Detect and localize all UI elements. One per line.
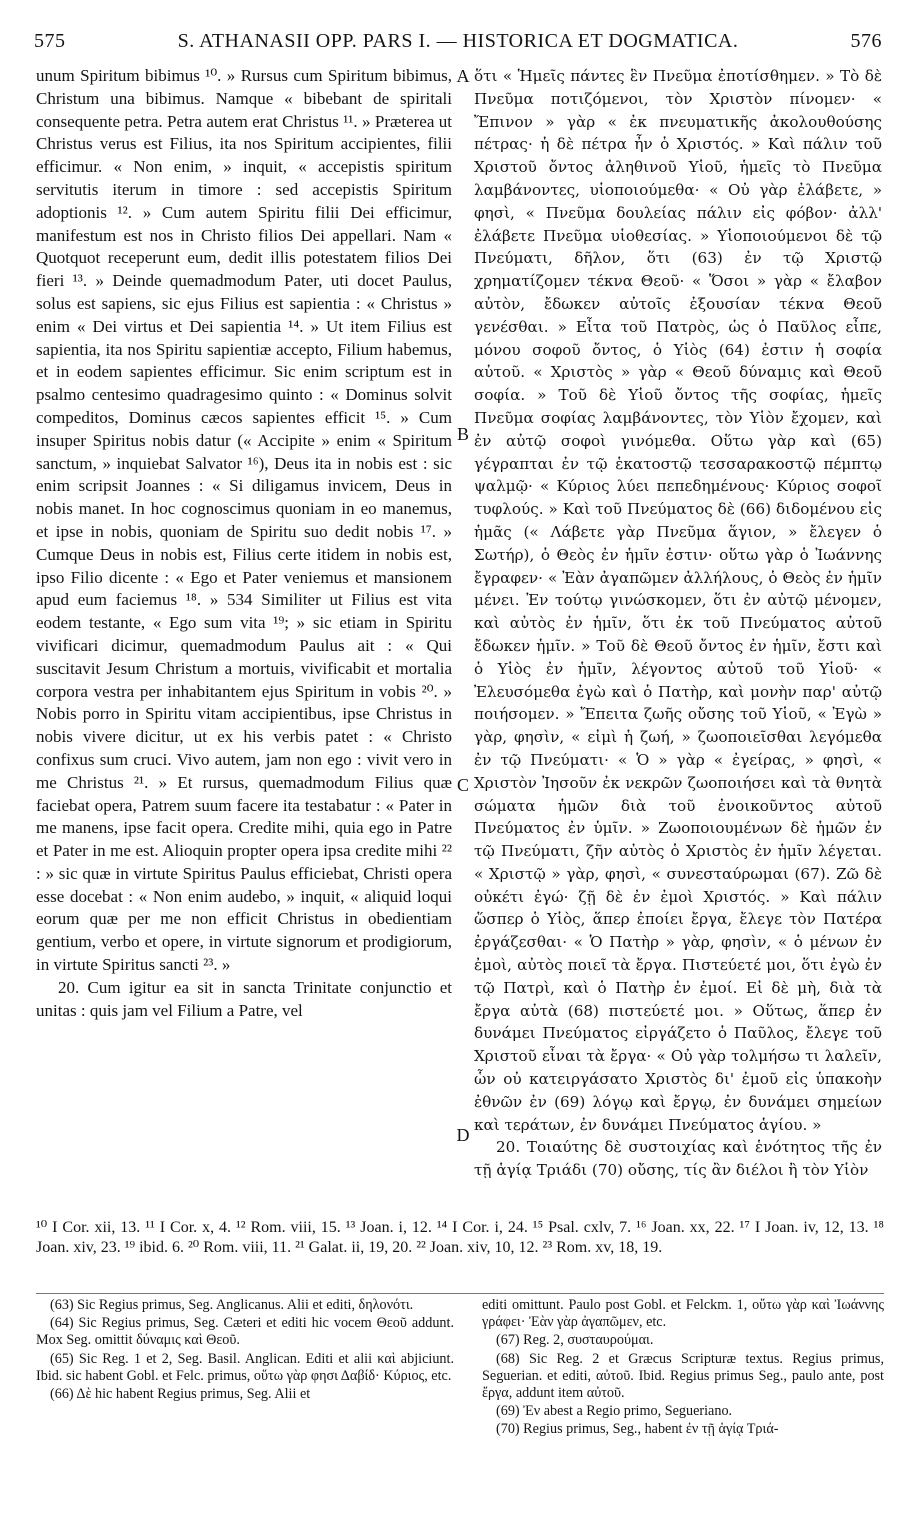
footnote: (64) Sic Regius primus, Seg. Cæteri et editi hic vocem Θεοῦ addunt. Mox Seg. omittit δύναμις καὶ Θεοῦ. bbox=[36, 1315, 454, 1349]
footnote: (67) Reg. 2, συσταυρούμαι. bbox=[496, 1332, 654, 1349]
latin-column bbox=[36, 65, 452, 1215]
footnote: (68) Sic Reg. 2 et Græcus Scripturæ textus. Regius primus, Seguerian. et editi, αὐτοῦ. Ibid. Regius primus Seg., paulo ante, post ἔργα, addunt item αὐτοῦ. bbox=[482, 1350, 884, 1402]
latin-paragraph: 20. Cum igitur ea sit in sancta Trinitate conjunctio et unitas : quis jam vel Filium a Patre, vel bbox=[36, 977, 452, 1020]
greek-column bbox=[474, 65, 882, 1215]
footnote: (65) Sic Reg. 1 et 2, Seg. Basil. Anglican. Editi et alii καὶ abjiciunt. Ibid. sic habent Gobl. et Felc. primus, οὕτω γὰρ φησι Δαβίδ· Κύριος, etc. bbox=[36, 1350, 454, 1384]
footnotes-right bbox=[482, 1297, 884, 1440]
footnote-divider bbox=[36, 1293, 884, 1294]
running-title: S. ATHANASII OPP. PARS I. — HISTORICA ET DOGMATICA. bbox=[177, 30, 739, 52]
latin-paragraph: unum Spiritum bibimus ¹⁰. » Rursus cum Spiritum bibimus, Christum una bibimus. Namque « bibebant de spiritali consequente petra. Petra autem erat Christus ¹¹. » Præterea ut Christus verus est Filius, ita nos Spiritum accipientes, filii efficimur. « Non enim, » inquit, « accepistis spiritum servitutis iterum in timore : sed accepistis Spiritum adoptionis ¹². » Cum autem Spiritu filii Dei efficimur, manifestum est nos in Christo filios Dei appellari. Nam « Quotquot receperunt eum, dedit illis potestatem filios Dei fieri ¹³. » Deinde quemadmodum Pater, uti docet Paulus, solus est sapiens, sic ejus Filius est sapientia : « Christus » enim « Dei virtus et Dei sapientia ¹⁴. » Ut item Filius est sapientia, ita nos Spiritu sapientiæ accepto, Filium habemus, et in eodem sapientes efficimur. Sic enim scriptum est in psalmo centesimo quadragesimo quinto : « Dominus solvit compeditos, Dominus cæcos sapientes efficit ¹⁵. » Cum insuper Spiritus nobis datur (« Accipite » enim « Spiritum sanctum, » inquiebat Salvator ¹⁶), Deus ita in nobis est : sic enim scripsit Joannes : « Si diligamus invicem, Deus in nobis manet. In hoc cognoscimus quoniam in eo manemus, et ipse in nobis, quoniam de Spiritu suo dedit nobis ¹⁷. » Cumque Deus in nobis est, Filius certe itidem in nobis est, ipso Filio dicente : « Ego et Pater veniemus et mansionem apud eum faciemus ¹⁸. » 534 Similiter ut Filius est vita eodem testante, « Ego sum vita ¹⁹; » sic etiam in Spiritu vivificari dicimur, quemadmodum Paulus ait : « Qui suscitavit Jesum Christum a mortuis, vivificabit et mortalia corpora vestra per inhabitantem ejus Spiritum in vobis ²⁰. » Nobis porro in Spiritu vitam accipientibus, ipse Christus in nobis vivere dicitur, ut ex his verbis patet : « Christo confixus sum cruci. Vivo autem, jam non ego : vivit vero in me Christus ²¹. » Et rursus, quemadmodum Filius quæ faciebat opera, Patrem suum facere ita testabatur : « Pater in me manens, ipse facit opera. Credite mihi, quia ego in Patre et Pater in me est. Alioquin propter opera ipsa credite mihi ²² : » sic quæ in virtute Spiritus Paulus efficiebat, Christi opera esse docebat : « Non enim audebo, » inquit, « aliquid loqui eorum quæ per me non efficit Christus in obedientiam gentium, verbo et opere, in virtute signorum et prodigiorum, in virtute Spiritus sancti ²³. » bbox=[36, 66, 452, 975]
footnote: (70) Regius primus, Seg., habent ἐν τῇ ἁγίᾳ Τριά- bbox=[496, 1421, 779, 1438]
greek-paragraph: 20. Τοιαύτης δὲ συστοιχίας καὶ ἑνότητος τῆς ἐν τῇ ἁγίᾳ Τριάδι (70) οὔσης, τίς ἂν διέλοι ἢ τὸν Υἱὸν bbox=[474, 1138, 882, 1180]
greek-paragraph: ὅτι « Ἡμεῖς πάντες ἓν Πνεῦμα ἐποτίσθημεν. » Τὸ δὲ Πνεῦμα ποτιζόμενοι, τὸν Χριστὸν πίνομεν· « Ἔπινον » γὰρ « ἐκ πνευματικῆς ἀκολουθούσης πέτρας· ἡ δὲ πέτρα ἦν ὁ Χριστός. » Καὶ πάλιν τοῦ Χριστοῦ ὄντος ἀληθινοῦ Υἱοῦ, ἡμεῖς τὸ Πνεῦμα λαμβάνοντες, υἱοποιούμεθα· « Οὐ γὰρ ἐλάβετε, » φησὶ, « Πνεῦμα δουλείας πάλιν εἰς φόβον· ἀλλ' ἐλάβετε Πνεῦμα υἱοθεσίας. » Υἱοποιούμενοι δὲ τῷ Πνεύματι, δῆλον, ὅτι (63) ἐν τῷ Χριστῷ χρηματίζομεν τέκνα Θεοῦ· « Ὅσοι » γὰρ « ἔλαβον αὐτὸν, ἔδωκεν αὐτοῖς ἐξουσίαν τέκνα Θεοῦ γενέσθαι. » Εἶτα τοῦ Πατρὸς, ὡς ὁ Παῦλος εἶπε, μόνου σοφοῦ ὄντος, ὁ Υἱὸς (64) ἐστιν ἡ σοφία αὐτοῦ. « Χριστὸς » γὰρ « Θεοῦ δύναμις καὶ Θεοῦ σοφία. » Τοῦ δὲ Υἱοῦ ὄντος τῆς σοφίας, ἡμεῖς Πνεῦμα σοφίας λαμβάνοντες, τὸν Υἱὸν ἔχομεν, καὶ ἐν αὐτῷ σοφοὶ γινόμεθα. Οὕτω γὰρ καὶ (65) γέγραπται ἐν τῷ ἑκατοστῷ τεσσαρακοστῷ πέμπτῳ ψαλμῷ· « Κύριος λύει πεπεδημένους· Κύριος σοφοῖ τυφλούς. » Καὶ τοῦ Πνεύματος δὲ (66) διδομένου εἰς ἡμᾶς (« Λάβετε γὰρ Πνεῦμα ἅγιον, » ἔλεγεν ὁ Σωτήρ), ὁ Θεὸς ἐν ἡμῖν ἐστιν· οὕτω γὰρ ὁ Ἰωάννης ἔγραφεν· « Ἐὰν ἀγαπῶμεν ἀλλήλους, ὁ Θεὸς ἐν ἡμῖν μένει. Ἐν τούτῳ γινώσκομεν, ὅτι ἐν αὐτῷ μένομεν, καὶ αὐτὸς ἐν ἡμῖν, ὅτι ἐκ τοῦ Πνεύματος αὐτοῦ ἔδωκεν ἡμῖν. » Τοῦ δὲ Θεοῦ ὄντος ἐν ἡμῖν, ἔστι καὶ ὁ Υἱὸς ἐν ἡμῖν, λέγοντος αὐτοῦ τοῦ Υἱοῦ· « Ἐλευσόμεθα ἐγὼ καὶ ὁ Πατὴρ, καὶ μονὴν παρ' αὐτῷ ποιήσομεν. » Ἔπειτα ζωῆς οὔσης τοῦ Υἱοῦ, « Ἐγὼ » γὰρ, φησὶν, « εἰμὶ ἡ ζωή, » ζωοποιεῖσθαι λεγόμεθα ἐν τῷ Πνεύματι· « Ὁ » γὰρ « ἐγείρας, » φησὶ, « Χριστὸν Ἰησοῦν ἐκ νεκρῶν ζωοποιήσει καὶ τὰ θνητὰ σώματα ἡμῶν διὰ τοῦ ἐνοικοῦντος αὐτοῦ Πνεύματος ἐν ὑμῖν. » Ζωοποιουμένων δὲ ἡμῶν ἐν τῷ Πνεύματι, ζῆν αὐτὸς ὁ Χριστὸς ἐν ἡμῖν λέγεται. « Χριστῷ » γὰρ, φησὶ, « συνεσταύρωμαι (67). Ζῶ δὲ οὐκέτι ἐγώ· ζῇ δὲ ἐν ἐμοὶ Χριστός. » Καὶ πάλιν ὥσπερ ὁ Υἱὸς, ἅπερ ἐποίει ἔργα, ἔλεγε τὸν Πατέρα ἐργάζεσθαι· « Ὁ Πατὴρ » γὰρ, φησὶν, « ὁ μένων ἐν ἐμοὶ, αὐτὸς ποιεῖ τὰ ἔργα. Πιστεύετέ μοι, ὅτι ἐγὼ ἐν τῷ Πατρὶ, καὶ ὁ Πατὴρ ἐν ἐμοί. Εἰ δὲ μὴ, διὰ τὰ ἔργα αὐτὰ (68) πιστεύετέ μοι. » Οὕτως, ἅπερ ἐν δυνάμει Πνεύματος εἰργάζετο ὁ Παῦλος, ἔλεγε τοῦ Χριστοῦ εἶναι τὰ ἔργα· « Οὐ γὰρ τολμήσω τι λαλεῖν, ὧν οὐ κατειργάσατο Χριστὸς δι' ἐμοῦ εἰς ὑπακοὴν ἐθνῶν ἐν (69) λόγῳ καὶ ἔργῳ, ἐν δυνάμει σημείων καὶ τεράτων, ἐν δυνάμει Πνεύματος ἁγίου. » bbox=[474, 67, 882, 1134]
page-number-right: 576 bbox=[850, 30, 882, 52]
section-mark-d: D bbox=[456, 1125, 470, 1145]
footnote: (66) Δὲ hic habent Regius primus, Seg. Alii et bbox=[50, 1386, 311, 1403]
page-number-left: 575 bbox=[34, 30, 66, 52]
footnote: editi omittunt. Paulo post Gobl. et Felckm. 1, οὕτω γὰρ καὶ Ἰωάννης γράφει· Ἐὰν γὰρ ἀγαπῶμεν, etc. bbox=[482, 1297, 884, 1331]
section-mark-a: A bbox=[456, 66, 470, 86]
footnotes-left bbox=[36, 1297, 454, 1404]
section-mark-c: C bbox=[456, 775, 469, 795]
section-mark-b: B bbox=[456, 424, 469, 444]
running-header bbox=[34, 30, 882, 58]
footnote: (69) Ἐν abest a Regio primo, Segueriano. bbox=[496, 1403, 733, 1420]
footnote: (63) Sic Regius primus, Seg. Anglicanus. Alii et editi, δηλονότι. bbox=[50, 1297, 414, 1313]
scripture-citations: ¹⁰ I Cor. xii, 13. ¹¹ I Cor. x, 4. ¹² Rom. viii, 15. ¹³ Joan. i, 12. ¹⁴ I Cor. i, 24. ¹⁵ Psal. cxlv, 7. ¹⁶ Joan. xx, 22. ¹⁷ I Joan. iv, 12, 13. ¹⁸ Joan. xiv, 23. ¹⁹ ibid. 6. ²⁰ Rom. viii, 11. ²¹ Galat. ii, 19, 20. ²² Joan. xiv, 10, 12. ²³ Rom. xv, 18, 19. bbox=[36, 1219, 884, 1256]
